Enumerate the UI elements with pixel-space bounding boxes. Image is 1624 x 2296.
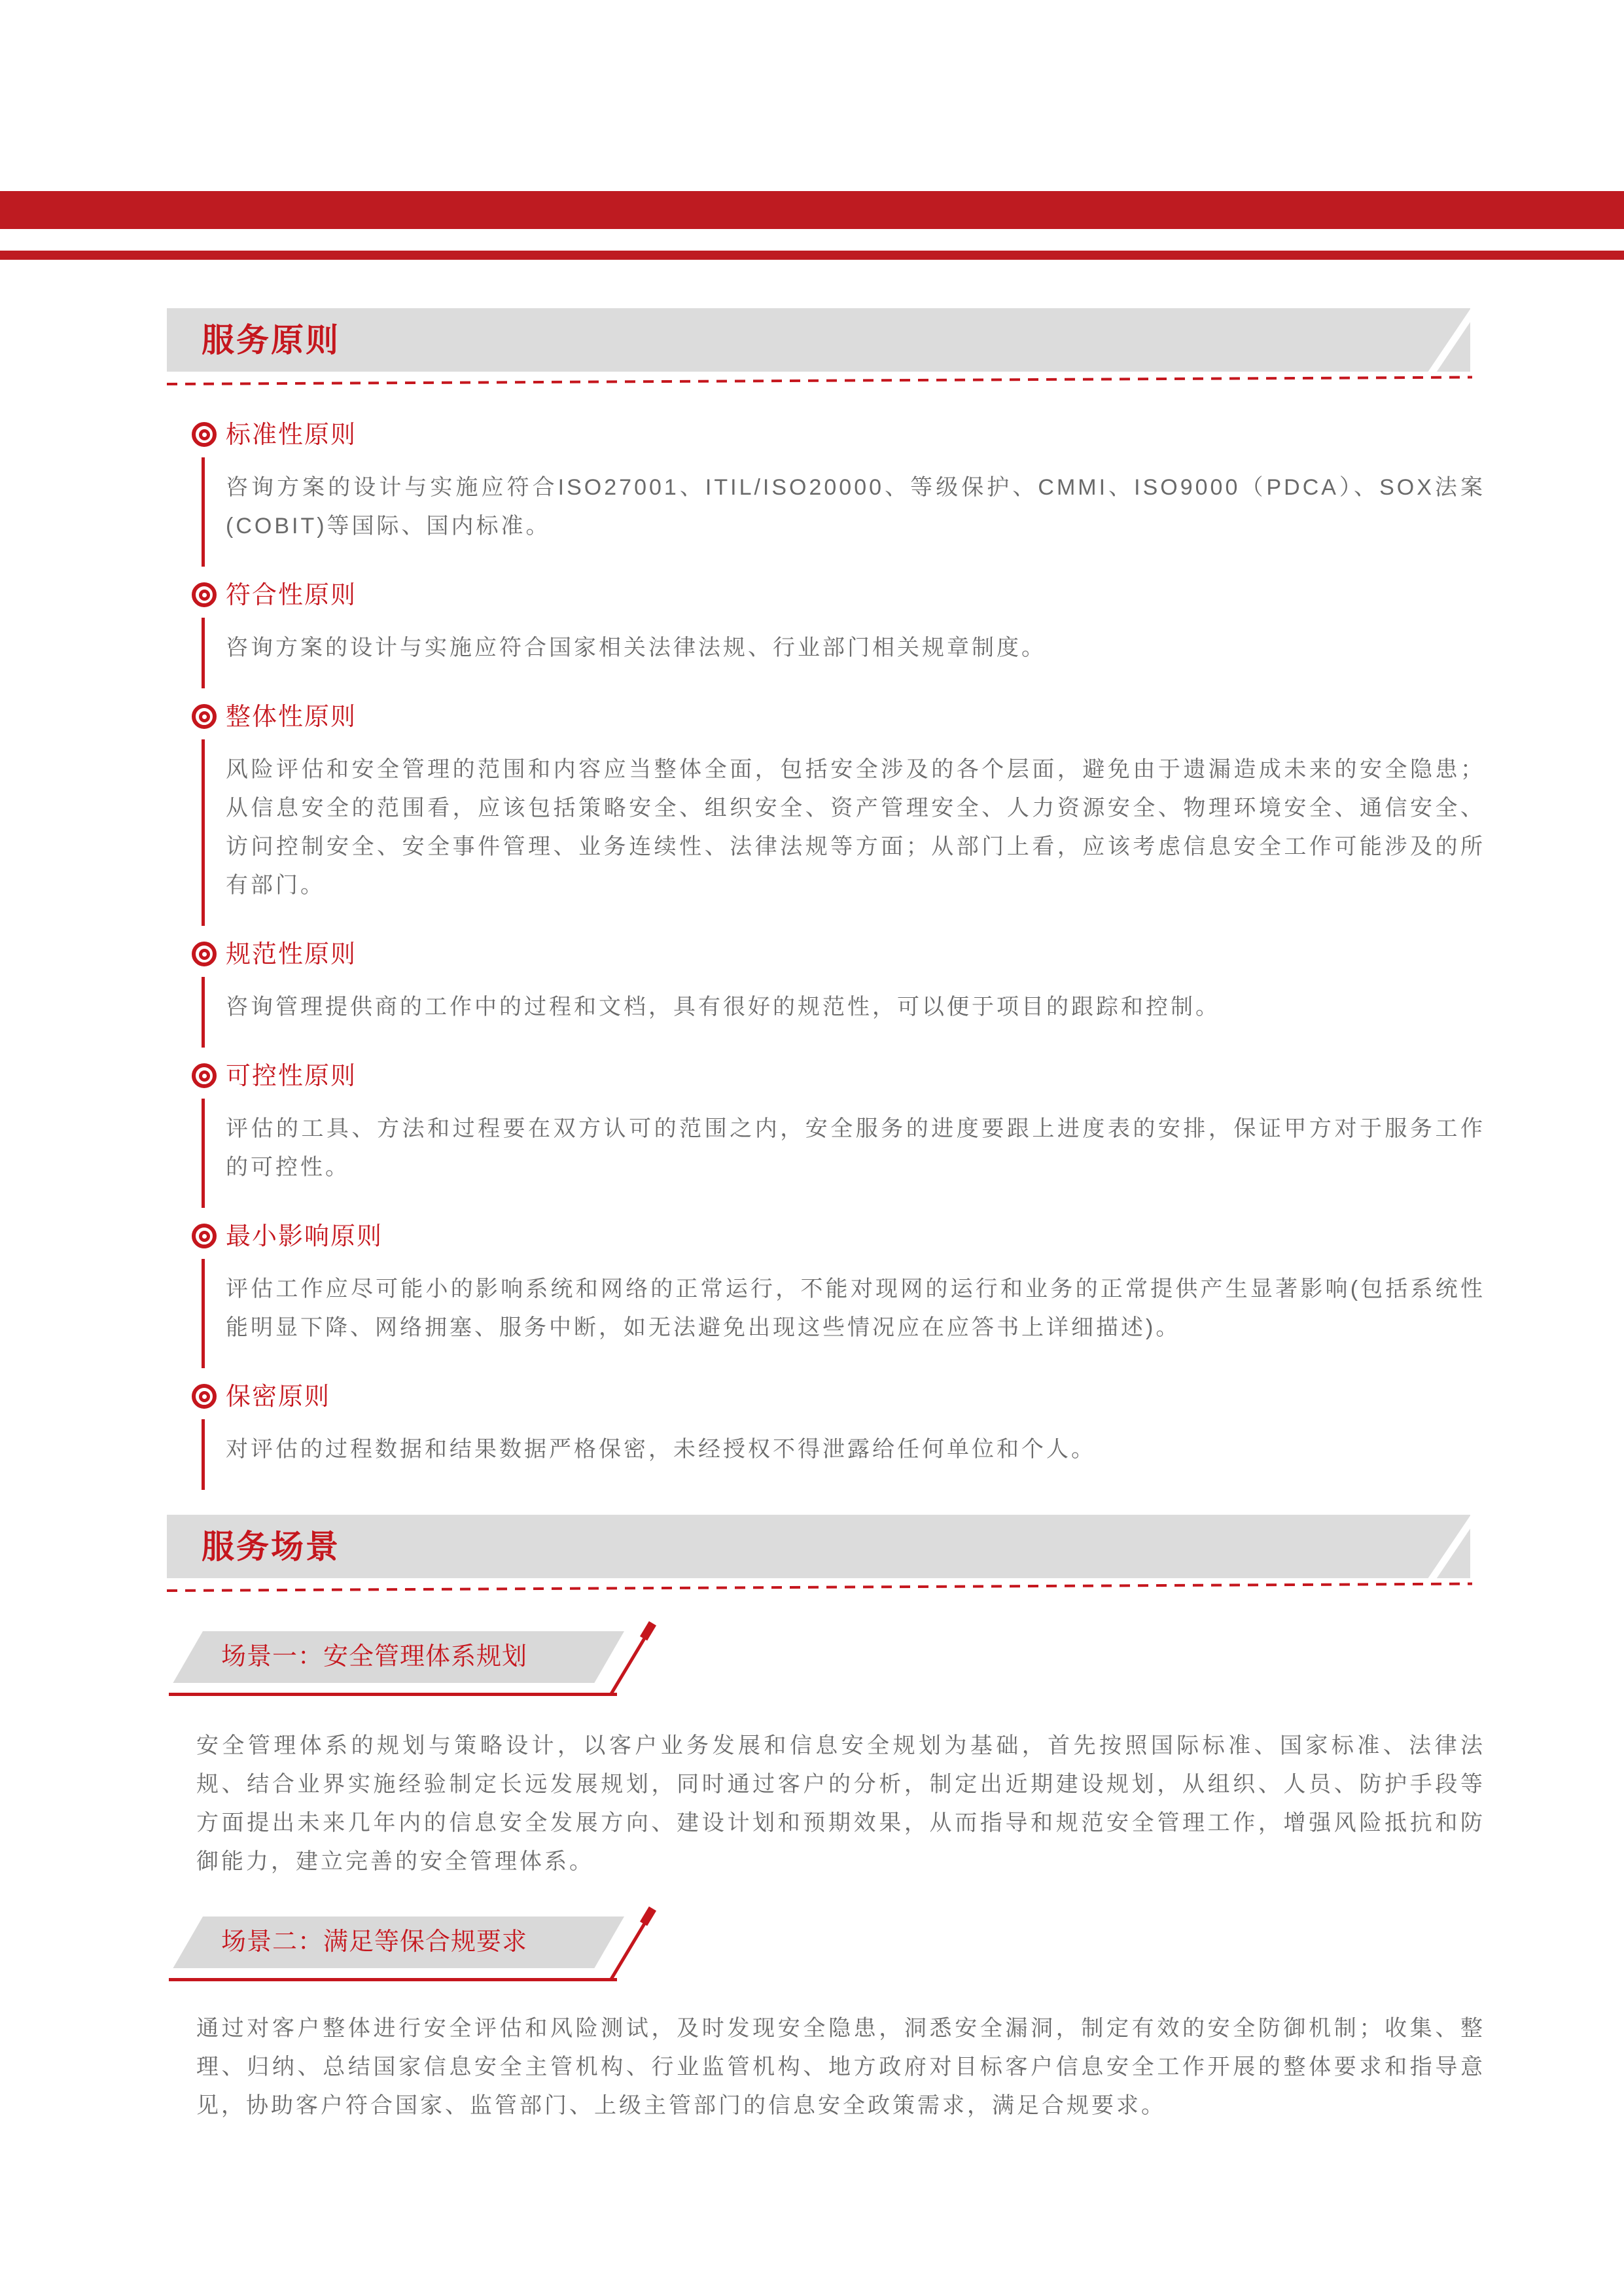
principle-section — [167, 422, 1485, 546]
principle-body: 对评估的过程数据和结果数据严格保密，未经授权不得泄露给任何单位和个人。 — [226, 1437, 1096, 1462]
bullseye-icon — [192, 1224, 217, 1248]
principle-section — [167, 582, 1485, 667]
bullseye-icon — [192, 1384, 217, 1409]
principle-title: 整体性原则 — [226, 703, 357, 731]
section-title: 服务原则 — [202, 322, 340, 359]
principle-body: 咨询方案的设计与实施应符合国家相关法律法规、行业部门相关规章制度。 — [226, 635, 1046, 660]
badge-slash-cap — [640, 1621, 656, 1641]
principle-section — [167, 1063, 1485, 1187]
scenario-label: 场景一：安全管理体系规划 — [221, 1643, 528, 1670]
principle-title: 最小影响原则 — [226, 1223, 383, 1250]
principle-section — [167, 942, 1485, 1027]
principle-body: 咨询管理提供商的工作中的过程和文档，具有很好的规范性，可以便于项目的跟踪和控制。 — [226, 995, 1220, 1019]
red-vertical-rule — [202, 457, 205, 567]
principle-body: 咨询方案的设计与实施应符合ISO27001、ITIL/ISO20000、等级保护、CMMI、ISO9000（PDCA）、SOX法案(COBIT)等国际、国内标准。 — [226, 475, 1485, 539]
bullseye-icon — [192, 422, 217, 447]
red-vertical-rule — [202, 618, 205, 688]
scenario-body: 通过对客户整体进行安全评估和风险测试，及时发现安全隐患，洞悉安全漏洞，制定有效的安全防御机制；收集、整理、归纳、总结国家信息安全主管机构、行业监管机构、地方政府对目标客户信息安全工作开展的整体要求和指导意见，协助客户符合国家、监管部门、上级主管部门的信息安全政策需求，满足合规要求。 — [196, 2016, 1485, 2118]
section-header-scenarios — [167, 1515, 1470, 1578]
red-vertical-rule — [202, 1099, 205, 1208]
badge-underline — [169, 1693, 617, 1696]
principle-section — [167, 1224, 1485, 1347]
bullseye-icon — [192, 704, 217, 729]
bullseye-icon — [192, 582, 217, 607]
principle-body: 风险评估和安全管理的范围和内容应当整体全面，包括安全涉及的各个层面，避免由于遗漏造成未来的安全隐患；从信息安全的范围看，应该包括策略安全、组织安全、资产管理安全、人力资源安全、物理环境安全、通信安全、访问控制安全、安全事件管理、业务连续性、法律法规等方面；从部门上看，应该考虑信息安全工作可能涉及的所有部门。 — [226, 757, 1485, 898]
badge-slash-cap — [640, 1907, 656, 1926]
principle-body: 评估工作应尽可能小的影响系统和网络的正常运行，不能对现网的运行和业务的正常提供产生显著影响(包括系统性能明显下降、网络拥塞、服务中断，如无法避免出现这些情况应在应答书上详细描述)。 — [226, 1277, 1485, 1340]
principle-title: 可控性原则 — [226, 1063, 357, 1090]
section-header-principles — [167, 308, 1470, 372]
top-accent-bar-thin — [0, 251, 1624, 260]
bullseye-icon — [192, 1063, 217, 1088]
principle-body: 评估的工具、方法和过程要在双方认可的范围之内，安全服务的进度要跟上进度表的安排，保证甲方对于服务工作的可控性。 — [226, 1116, 1485, 1180]
red-vertical-rule — [202, 1419, 205, 1490]
principle-title: 规范性原则 — [226, 941, 357, 968]
red-dashed-divider — [167, 376, 1472, 385]
red-vertical-rule — [202, 1259, 205, 1368]
scenario-body: 安全管理体系的规划与策略设计，以客户业务发展和信息安全规划为基础，首先按照国际标准、国家标准、法律法规、结合业界实施经验制定长远发展规划，同时通过客户的分析，制定出近期建设规划，从组织、人员、防护手段等方面提出未来几年内的信息安全发展方向、建设计划和预期效果，从而指导和规范安全管理工作，增强风险抵抗和防御能力，建立完善的安全管理体系。 — [196, 1733, 1485, 1874]
top-accent-bar-thick — [0, 191, 1624, 229]
red-vertical-rule — [202, 739, 205, 926]
principle-section — [167, 704, 1485, 905]
principle-title: 标准性原则 — [226, 421, 357, 449]
scenario-badge — [167, 1916, 1485, 1968]
principle-section — [167, 1384, 1485, 1469]
red-vertical-rule — [202, 977, 205, 1048]
scenario-label: 场景二：满足等保合规要求 — [221, 1928, 528, 1956]
principle-title: 保密原则 — [226, 1383, 331, 1411]
page-content — [167, 308, 1485, 2125]
bullseye-icon — [192, 942, 217, 966]
badge-underline — [169, 1978, 617, 1981]
red-dashed-divider — [167, 1583, 1472, 1592]
section-title: 服务场景 — [202, 1528, 340, 1565]
principle-title: 符合性原则 — [226, 582, 357, 609]
scenario-badge — [167, 1631, 1485, 1683]
